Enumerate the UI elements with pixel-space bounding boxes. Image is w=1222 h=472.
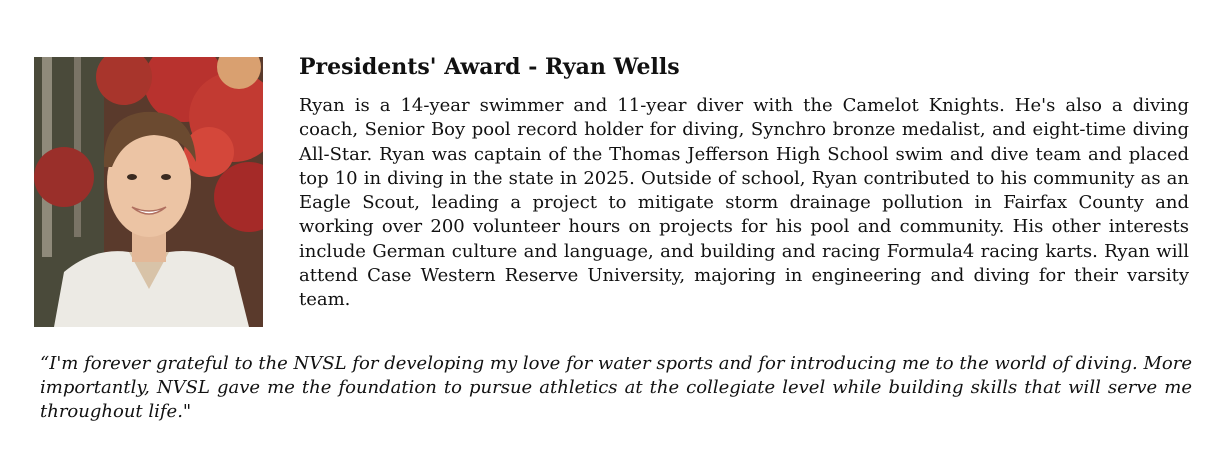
portrait-photo xyxy=(34,57,263,327)
award-title: Presidents' Award - Ryan Wells xyxy=(299,54,680,80)
award-quote: “I'm forever grateful to the NVSL for developing my love for water sports and for introducing me to the world of diving. More importantly, NVSL gave me the foundation to pursue athletics at the collegiate level while building skills that will serve me throughout life." xyxy=(40,353,1192,422)
award-bio: Ryan is a 14-year swimmer and 11-year diver with the Camelot Knights. He's also a diving coach, Senior Boy pool record holder for diving, Synchro bronze medalist, and eight-time diving All-Star. Ryan was captain of the Thomas Jefferson High School swim and dive team and placed top 10 in diving in the state in 2025. Outside of school, Ryan contributed to his community as an Eagle Scout, leading a project to mitigate storm drainage pollution in Fairfax County and working over 200 volunteer hours on projects for his pool and community. His other interests include German culture and language, and building and racing Formula4 racing karts. Ryan will attend Case Western Reserve University, majoring in engineering and diving for their varsity team. xyxy=(299,95,1189,311)
